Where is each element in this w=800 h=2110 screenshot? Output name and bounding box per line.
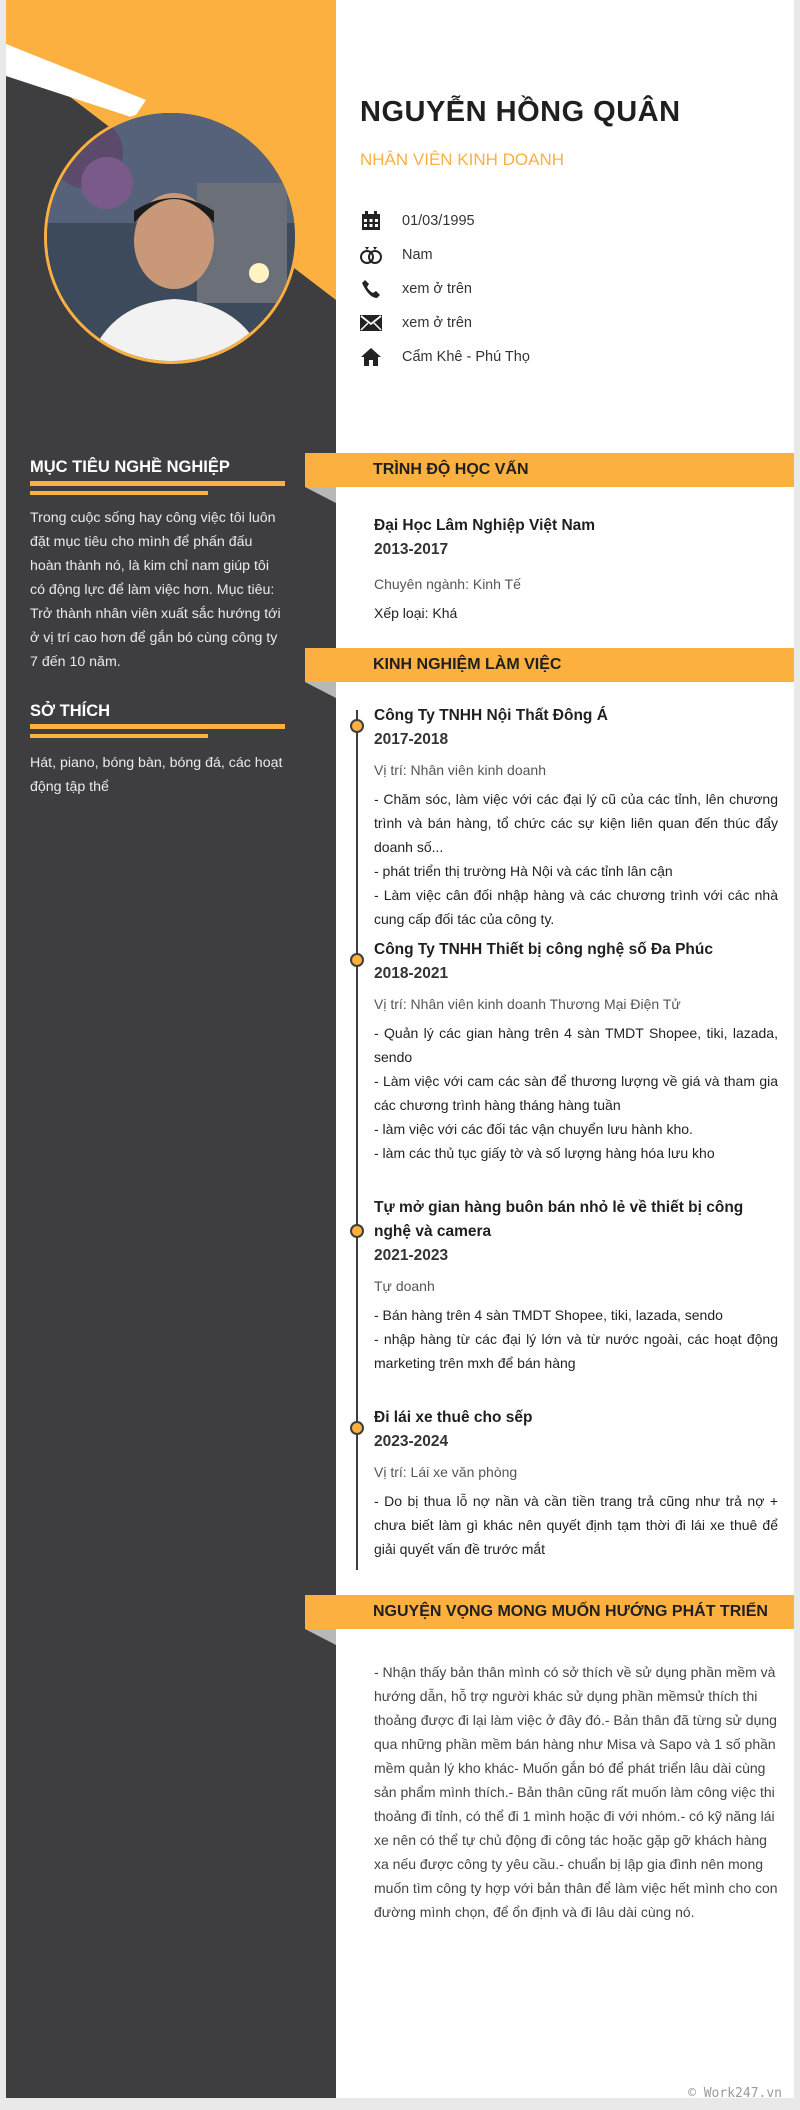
experience-banner — [305, 648, 794, 682]
job-years: 2018-2021 — [374, 965, 449, 982]
gender-icon — [360, 244, 382, 266]
timeline-dot — [350, 719, 364, 733]
job-desc-line: - Chăm sóc, làm việc với các đại lý cũ của các tỉnh, lên chương trình và bán hàng, tổ chức các sự kiện liên quan đến thúc đẩy doanh số... — [374, 791, 778, 855]
watermark: © Work247.vn — [688, 2086, 782, 2101]
email-icon — [360, 312, 382, 334]
gender-text: Nam — [402, 247, 433, 263]
aspiration-banner — [305, 1595, 794, 1629]
candidate-role: NHÂN VIÊN KINH DOANH — [360, 150, 565, 169]
job-desc-line: - Do bị thua lỗ nợ nần và cần tiền trang trả cũng như trả nợ + chưa biết làm gì khác nên quyết định tạm thời đi lái xe thuê để giải quyết vấn đề trước mắt — [374, 1493, 778, 1557]
experience-banner-fold — [305, 682, 336, 698]
email-text: xem ở trên — [402, 315, 472, 331]
job-title: Công Ty TNHH Nội Thất Đông Á — [374, 707, 608, 724]
timeline-dot — [350, 1224, 364, 1238]
job-desc-line: - làm việc với các đối tác vận chuyển lưu hành kho. — [374, 1121, 693, 1137]
address-text: Cẩm Khê - Phú Thọ — [402, 349, 530, 365]
job-position: Vị trí: Nhân viên kinh doanh Thương Mại Điện Tử — [374, 996, 681, 1012]
education-entry — [374, 514, 774, 625]
contact-gender — [360, 238, 530, 272]
hobbies-text: Hát, piano, bóng bàn, bóng đá, các hoạt động tập thể — [30, 755, 283, 795]
job-years: 2023-2024 — [374, 1433, 449, 1450]
job-desc-line: - phát triển thị trường Hà Nội và các tỉnh lân cận — [374, 863, 673, 879]
contact-birthdate — [360, 204, 530, 238]
job-desc-line: - Làm việc cân đối nhập hàng và các chương trình với các nhà cung cấp đối tác của công ty. — [374, 887, 778, 927]
calendar-icon — [360, 210, 382, 232]
education-years: 2013-2017 — [374, 541, 449, 558]
aspiration-text: - Nhận thấy bản thân mình có sở thích về sử dụng phần mềm và hướng dẫn, hỗ trợ người khác sử dụng phần mềmsử thích thi thoảng được đi lại làm việc ở đây đó.- Bản thân đã từng sử dụng qua những phần mềm bán hàng như Misa và Sapo và 1 số phần mềm quản lý kho khác- Muốn gắn bó để phát triển lâu dài cùng sản phẩm mình thích.- Bản thân cũng rất muốn làm công việc thi thoảng đi tỉnh, có thể đi 1 mình hoặc đi với nhóm.- có kỹ năng lái xe nên có thể tự chủ động đi công tác hoặc gặp gỡ khách hàng xa nếu được công ty yêu cầu.- chuẩn bị lập gia đình nên mong muốn tìm công ty hợp với bản thân để làm việc hết mình cho con đường mình chọn, để ổn định và đi lâu dài cùng nó. — [374, 1664, 778, 1920]
education-banner-fold — [305, 487, 336, 503]
timeline-dot — [350, 953, 364, 967]
aspiration-banner-fold — [305, 1629, 336, 1645]
phone-icon — [360, 278, 382, 300]
job-years: 2017-2018 — [374, 731, 449, 748]
objective-underline-short — [30, 491, 208, 495]
job-entry — [374, 1406, 778, 1561]
contact-address — [360, 340, 530, 374]
education-major: Chuyên ngành: Kinh Tế — [374, 576, 521, 592]
school-name: Đại Học Lâm Nghiệp Việt Nam — [374, 517, 596, 534]
job-desc-line: - Làm việc với cam các sàn để thương lượng về giá và tham gia các chương trình hàng tháng hàng tuần — [374, 1073, 778, 1113]
education-banner — [305, 453, 794, 487]
experience-heading: KINH NGHIỆM LÀM VIỆC — [373, 656, 562, 673]
hobbies-underline-short — [30, 734, 208, 738]
aspiration-heading: NGUYỆN VỌNG MONG MUỐN HƯỚNG PHÁT TRIỂN — [373, 1603, 768, 1620]
hobbies-underline — [30, 724, 285, 729]
objective-heading: MỤC TIÊU NGHỀ NGHIỆP — [30, 458, 230, 476]
timeline-dot — [350, 1421, 364, 1435]
contact-list — [360, 204, 530, 374]
job-title: Tự mở gian hàng buôn bán nhỏ lẻ về thiết bị công nghệ và camera — [374, 1199, 744, 1240]
cv-sheet — [6, 0, 794, 2098]
job-position: Vị trí: Lái xe văn phòng — [374, 1464, 518, 1480]
job-entry — [374, 704, 778, 931]
job-desc-line: - Quản lý các gian hàng trên 4 sàn TMDT Shopee, tiki, lazada, sendo — [374, 1025, 778, 1065]
home-icon — [360, 346, 382, 368]
candidate-name: NGUYỄN HỒNG QUÂN — [360, 96, 681, 128]
birthdate-text: 01/03/1995 — [402, 213, 475, 229]
phone-text: xem ở trên — [402, 281, 472, 297]
hobbies-heading: SỞ THÍCH — [30, 702, 111, 720]
job-entry — [374, 938, 778, 1165]
job-title: Công Ty TNHH Thiết bị công nghệ số Đa Phúc — [374, 941, 713, 958]
job-position: Vị trí: Nhân viên kinh doanh — [374, 762, 546, 778]
objective-underline — [30, 481, 285, 486]
objective-text: Trong cuộc sống hay công việc tôi luôn đặt mục tiêu cho mình để phấn đấu hoàn thành nó, là kim chỉ nam giúp tôi có động lực để làm việc hơn. Mục tiêu: Trở thành nhân viên xuất sắc hướng tới ở vị trí cao hơn để gắn bó cùng công ty 7 đến 10 năm. — [30, 510, 281, 670]
job-entry — [374, 1196, 778, 1375]
education-grade: Xếp loại: Khá — [374, 605, 458, 621]
job-title: Đi lái xe thuê cho sếp — [374, 1409, 533, 1426]
contact-email — [360, 306, 530, 340]
job-years: 2021-2023 — [374, 1247, 449, 1264]
job-desc-line: - Bán hàng trên 4 sàn TMDT Shopee, tiki, lazada, sendo — [374, 1307, 723, 1323]
job-desc-line: - nhập hàng từ các đại lý lớn và từ nước ngoài, các hoạt động marketing trên mxh để bán hàng — [374, 1331, 778, 1371]
timeline-line — [356, 710, 358, 1570]
profile-photo — [44, 110, 298, 364]
job-position: Tự doanh — [374, 1278, 435, 1294]
education-heading: TRÌNH ĐỘ HỌC VẤN — [373, 461, 529, 478]
contact-phone — [360, 272, 530, 306]
job-desc-line: - làm các thủ tục giấy tờ và số lượng hàng hóa lưu kho — [374, 1145, 715, 1161]
